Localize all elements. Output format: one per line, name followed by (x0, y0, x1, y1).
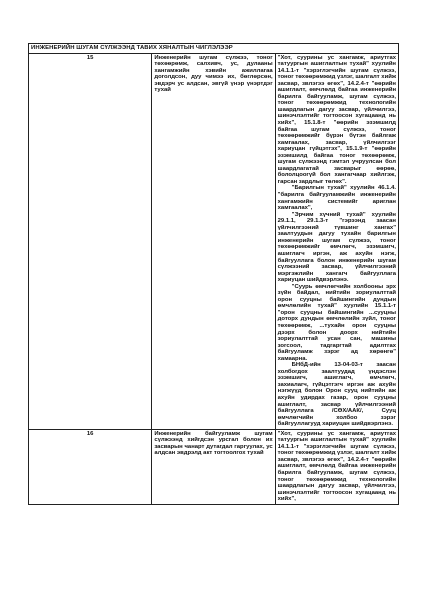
content-paragraph: "Хот, суурины ус хангамж, ариутгах татуургын ашиглалтын тухай" хуулийн 14.1.1-т "хэрэглэгчийн шугам сүлжээ, тоног төхөөрөмжид үзлэг, шалгалт хийж засвар, звлэгээ өгөх", 14.2.4-т "өөрийн ашиглалт, өмчлөлд байгаа инженерийн барилга байгууламж, шугам сүлжээ, тоног төхөөрөмжид технологийн шаардлагын дагуу засвар, үйлчилгээ, шинэчлэлтийг тогтоосон хугацаанд нь хийх", 15.1.8-т "өөрийн эзэмшилд байгаа шугам сүлжээ, тоног төхөөрөмжийг бүрэн бүтэн байлгаж хамгаалах, засвар, үйлчилгээг хариуцан гүйцэтгэх", 15.1.9-т "өөрийн эзэмшилд байгаа тоног төхөөрөмж, шугам сүлжээнд гэмтэл учруулсан бол шаардлагатай засварыг өөрөө, бололцоогүй бол хангагчаар хийлгэж, гарсан зардлыг төлөх". (277, 54, 396, 185)
row-number: 16 (29, 429, 152, 504)
table-row (29, 429, 399, 504)
row-topic: Инженерийн байгууламж шугам сүлжээнд хийгдсэн урсгал болон их засварын чанарт дутагдал гаргуулах, ус алдсан эвдрэлд акт тогтоолгох тухай (152, 429, 275, 504)
content-paragraph: "Хот, суурины ус хангамж, ариутгах татуургын ашиглалтын тухай" хуулийн 14.1.1-т "хэрэглэгчийн шугам сүлжээ, тоног төхөөрөмжид үзлэг, шалгалт хийж засвар, звлэгээ өгөх", 14.2.4-т "өөрийн ашиглалт, өмчлөлд байгаа инженерийн барилга байгууламж, шугам сүлжээ, тоног төхөөрөмжид технологийн шаардлагын дагуу засвар, үйлчилгээ, шинэчлэлтийг тогтоосон хугацаанд нь хийх", (277, 430, 396, 503)
table-header-row (29, 44, 399, 54)
content-paragraph: "Барилгын тухай" хуулийн 46.1.4. "барилга байгууламжийн инженерийн хангамжийн системийг ариглан хамгаалах", (277, 185, 396, 212)
table-header: ИНЖЕНЕРИЙН ШУГАМ СҮЛЖЭЭНД ТАВИХ ХЯНАЛТЫН ЧИГЛЭЛЭЭР (29, 44, 399, 54)
table-row (29, 53, 399, 429)
row-number: 15 (29, 53, 152, 429)
content-paragraph: "Суурь өмчлөгчийн холбооны эрх зүйн байдал, нийтийн зориулалттай орон сууцны байшингийн дундын өмчлөлийн тухай" хуулийн 15.1.1-т "орон сууцны байшингийн ...сууцны доторх дундын өмчлөлийн зүйл, тоног төхөөрөмж, ...тухайн орон сууцны дээрх болон доорх нийтийн зориулалттай усан сан, машины зогсоол, тадгаргтай адилтгах байгууламж зэрэг ад хөрөнгө" хамаарна. (277, 283, 396, 362)
row-topic: Инженерийн шугам сүлжээ, тоног төхөөрөмж, салхивч, ус, дулааны хангамжийн хэвийн ажиллагаа доголдсон, дуу чимээ их, бөглөрсөн, эвдэрч ус алдсан, эвгүй үнэр үнэртдэг тухай (152, 53, 275, 429)
row-content (275, 53, 398, 429)
content-paragraph: БНбД-ийн 13-04-03-т заасан холбогдох заалтуудад үндэслэн эзэмшигч, ашиглагч, өмчлөгч, захиалагч, гүйцэтгэгч иргэн аж ахуйн нэгжүүд болон Орон сууц нийтийн аж ахуйн удирдах газар, орон сууцны ашиглалт, засвар үйлчилгээний байгууллага /СӨХ/ААК/, Сууц өмчлөгчийн холбоо зэрэг байгууллагууд хариуцан шийдвэрлэнэ. (277, 362, 396, 428)
row-content (275, 429, 398, 504)
regulation-table (28, 43, 399, 505)
content-paragraph: "Эрчим хүчний тухай" хуулийн 29.1.1, 29.1.3-т "гэрээнд заасан үйлчилгээний түвшинг хангах" заалтуудын дагуу тухайн барилгын инженерийн шугам сүлжээ, тоног төхөөрөмжийг өмчлөгч, эзэмшигч, ашиглагч иргэн, аж ахуйн нэгж, байгууллага болон инженерийн шугам сүлжээний засвар, үйлчилгээний мэргэжлийн хангагч байгууллага хариуцан шийдвэрлэнэ. (277, 211, 396, 284)
